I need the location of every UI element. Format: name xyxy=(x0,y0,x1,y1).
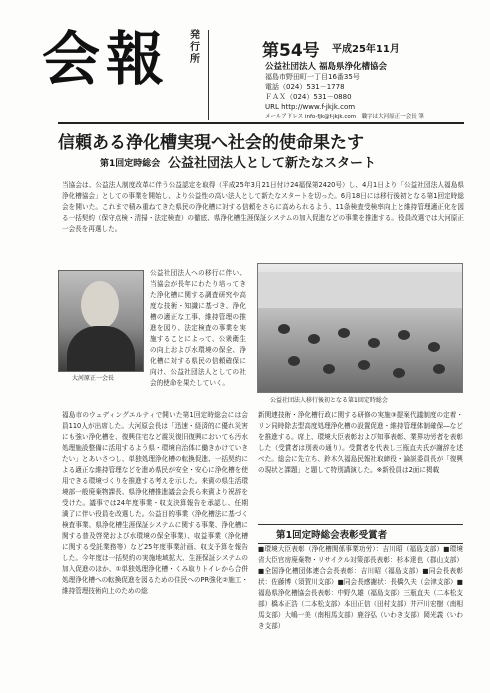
chairman-portrait xyxy=(58,270,144,372)
publisher-tag: 発行所 xyxy=(190,30,200,65)
lead-paragraph: 当協会は、公益法人制度改革に伴う公益認定を取得（平成25年3月21日付け24福保第2420号）し、4月1日より「公益社団法人福島県浄化槽協会」としての事業を開始し、より公益性の高い法人として新たなスタートを切った。6月18日には移行後初となる第1回定時総会を開いた。これまで積み重ねてきた県民の浄化槽に対する信頼をさらに高められるよう、11条検査受検率向上と維持管理適正化を図る一括契約（保守点検・清掃・法定検査）の徹底、県浄化槽生涯保証システムの加入促進などの事業を推進する。役員改選では大河原正一会長を再選した。 xyxy=(62,181,464,233)
org-url: URL http://www.f-jkjk.com xyxy=(265,103,356,111)
awards-list: ■環境大臣表彰（浄化槽関係事業功労）：吉川昭（福島支部）■環境省大臣官房廃棄物・リサイクル対策部長表彰：杉本達也（郡山支部）■全国浄化槽団体連合会長表彰：吉川昭（福島支部）■同会長表彰状：佐藤博（須賀川支部）■同会長感謝状：長橋久夫（会津支部）■福島県浄化槽協会長表彰：中野久雄（福島支部）三瓶直夫（二本松支部）橋本正浩（二本松支部）本田正信（田村支部）井戸川宏樹（南相馬支部）大嶋一美（南相馬支部）鹿谷弘（いわき支部）岡光義（いわき支部） xyxy=(258,545,463,630)
article-right-column-top: 公益社団法人への移行に伴い、当協会が長年にわたり培ってきた浄化槽に関する調査研究や高度な技術・知識に基づき、浄化槽の適正な工事、維持管理の推進を図り、法定検査の事業を実施することによって、公衆衛生の向上および水環境の保全、浄化槽に対する県民の信頼確保に向け、公益社団法人としての社会的使命を果たしていく。 xyxy=(150,269,246,387)
subhead-kicker: 第1回定時総会 xyxy=(100,159,161,169)
main-headline: 信頼ある浄化槽実現へ社会的使命果たす xyxy=(58,133,364,153)
subhead-title: 公益社団法人として新たなスタート xyxy=(168,156,377,171)
article-right-column-bottom: 新関連技術・浄化槽行政に関する研修の実施③提案代議制度の定着・リン同時除去型高度処理浄化槽の設置促進・維持管理体制確保―などを推進する。席上、環境大臣表彰および知事表彰、業界功労者を表彰した（受賞者は別表の通り）。受賞者を代表し三瓶直夫氏が謝辞を述べた。総会に先立ち、鈴木久福島民報社取締役・論説委員長が「復興の現状と課題」と題して特別講演した。※新役員は2面に掲載 xyxy=(258,411,463,474)
issue-date: 平成25年11月 xyxy=(332,44,400,55)
article-left-column-bottom: 福島市のウェディングエルティで開いた第1回定時総会には会員110人が出席した。大河原会長は「迅速・経済的に優れ災害にも強い浄化槽を、復興住宅など震災復旧復興においても汚水処理施設整備に活用するよう県・環境自治体に働きかけていきたい」とあいさつし、単独処理浄化槽の転換促進、一括契約による適正な維持管理などを進め県民が安全・安心に浄化槽を使用できる環境づくりを推進する考えを示した。来賓の県生活環境部一般廃棄物課長、県浄化槽推進議会会長ら来賓より祝辞を受けた。議事では24年度事業・収支決算報告を承認し、任期満了に伴い役員を改選した。公益目的事業（浄化槽法に基づく検査事業、県浄化槽生涯保証システムに関する事業、浄化槽に関する普及啓発および水環境の保全事業）、収益事業（浄化槽に関する受託業務等）など25年度事業計画、収支予算を報告した。今年度は一括契約の実施地域拡大、生涯保証システムの加入促進のほか、①単独処理浄化槽・くみ取りトイレから合併処理浄化槽への転換促進を図るための住民へのPR強化②施工・維持管理技術向上のための総 xyxy=(62,411,248,595)
headline-rule xyxy=(58,122,464,124)
masthead-divider xyxy=(208,30,209,120)
portrait-caption: 大河原正一会長 xyxy=(72,375,115,382)
meeting-caption: 公益社団法人移行後初となる第1回定時総会 xyxy=(270,397,388,404)
org-address: 福島市野田町一丁目16番35号 xyxy=(265,73,360,81)
publisher-info xyxy=(265,62,475,122)
org-email: メールアドレス info-fjk@f-jkjk.com 職字は大河原正一会長 筆 xyxy=(265,114,424,120)
org-phone: 電話（024）531－1778 xyxy=(265,83,345,91)
awards-title: 第1回定時総会表彰受賞者 xyxy=(258,524,463,544)
org-name: 公益社団法人 福島県浄化槽協会 xyxy=(265,62,387,72)
meeting-photo xyxy=(257,263,463,393)
issue-number: 第54号 xyxy=(262,41,320,61)
org-fax: ＦＡＸ（024）531－0880 xyxy=(265,93,352,101)
newsletter-logo: 会報 xyxy=(42,25,171,93)
